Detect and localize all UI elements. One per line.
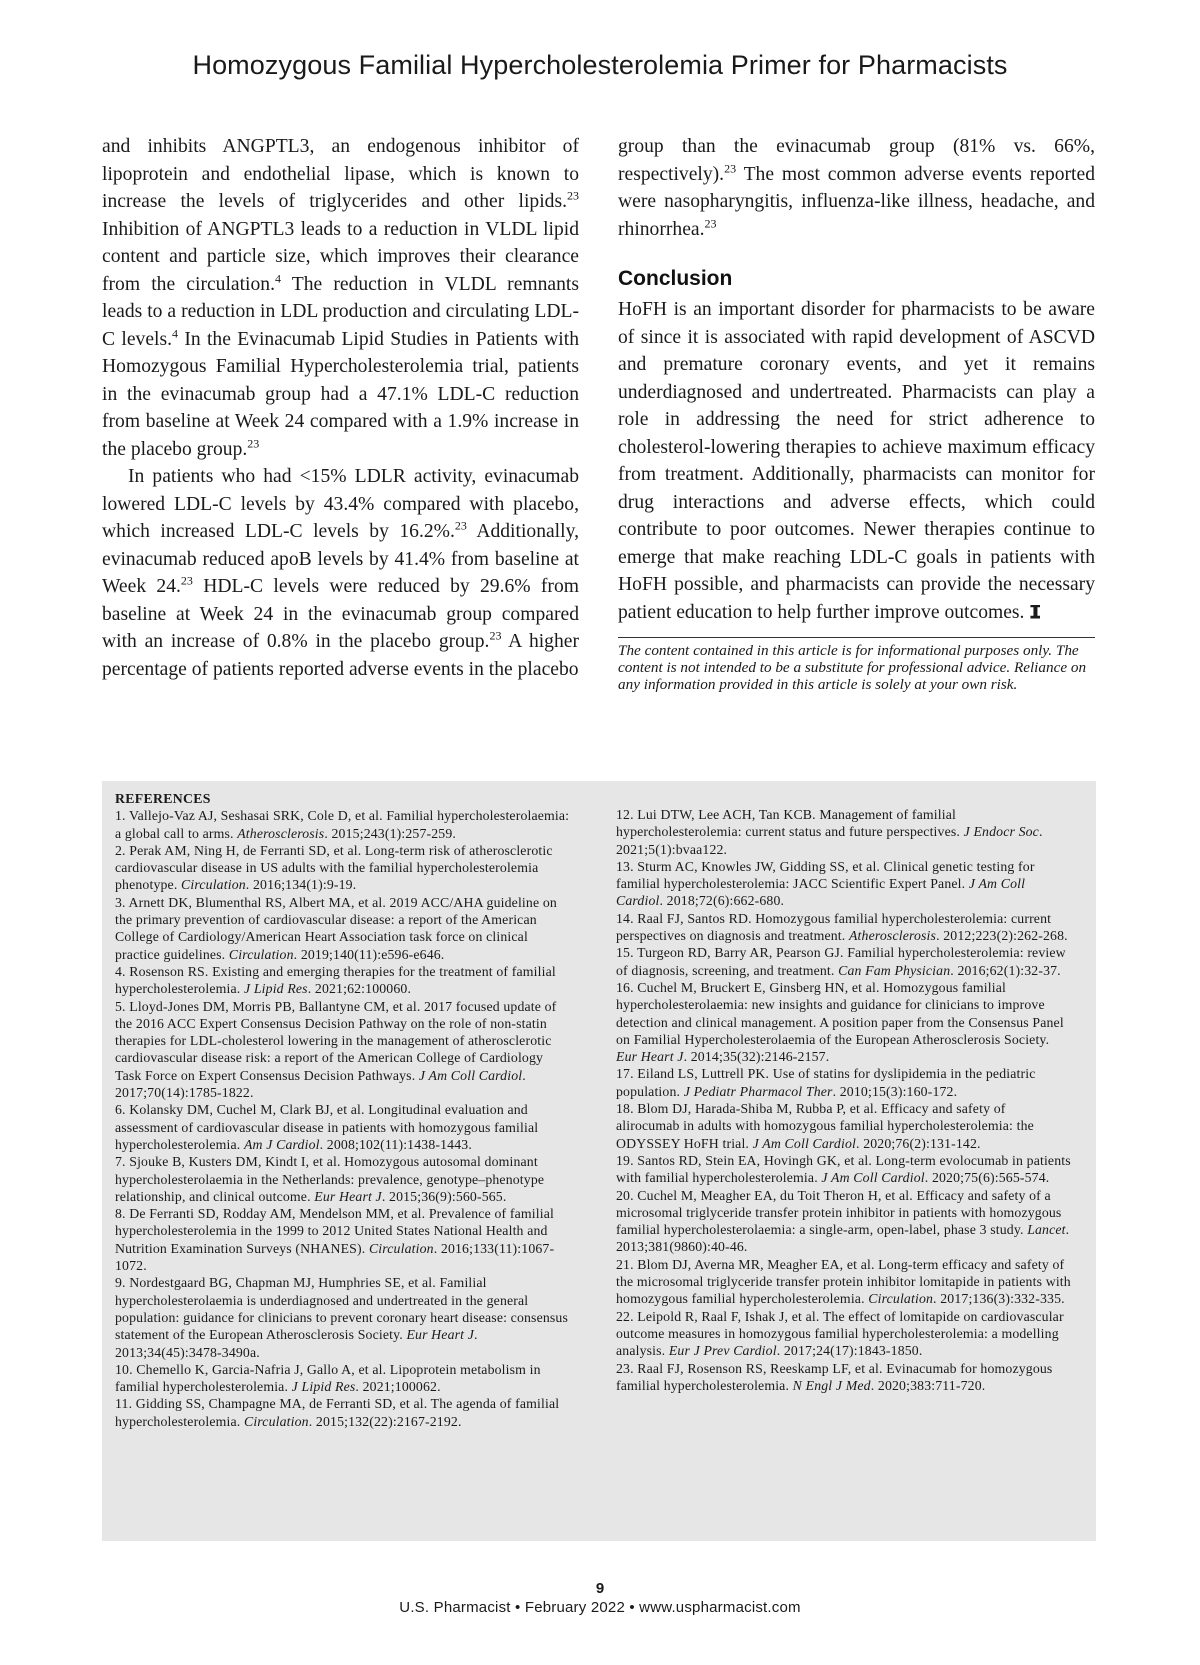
page-number: 9 bbox=[595, 1580, 605, 1597]
conclusion-heading: Conclusion bbox=[618, 267, 733, 290]
reference-item: 1. Vallejo-Vaz AJ, Seshasai SRK, Cole D, et al. Familial hypercholesterolaemia: a global call to arms. Atherosclerosis. 2015;243(1):257-259. bbox=[115, 808, 570, 841]
reference-item: 21. Blom DJ, Averna MR, Meagher EA, et al. Long-term efficacy and safety of the microsomal triglyceride transfer protein inhibitor lomitapide in patients with homozygous familial hypercholesterolemia. Circulation. 2017;136(3):332-335. bbox=[616, 1256, 1071, 1307]
journal-title: Can Fam Physician bbox=[838, 962, 951, 978]
references-box bbox=[102, 781, 1096, 1541]
citation-superscript: 23 bbox=[489, 628, 502, 643]
reference-item: 8. De Ferranti SD, Rodday AM, Mendelson MM, et al. Prevalence of familial hypercholesterolemia in the 1999 to 2012 United States National Health and Nutrition Examination Surveys (NHANES). Circulation. 2016;133(11):1067-1072. bbox=[115, 1206, 555, 1274]
journal-title: Am J Cardiol bbox=[243, 1136, 320, 1152]
reference-item: 18. Blom DJ, Harada-Shiba M, Rubba P, et al. Efficacy and safety of alirocumab in adults with homozygous familial hypercholesterolemia: the ODYSSEY HoFH trial. J Am Coll Cardiol. 2020;76(2):131-142. bbox=[616, 1101, 1034, 1151]
journal-title: J Am Coll Cardiol bbox=[821, 1170, 925, 1186]
reference-item: 3. Arnett DK, Blumenthal RS, Albert MA, et al. 2019 ACC/AHA guideline on the primary prevention of cardiovascular disease: a report of the American College of Cardiology/American Heart Association task force on clinical practice guidelines. Circulation. 2019;140(11):e596-e646. bbox=[115, 894, 557, 962]
reference-item: 19. Santos RD, Stein EA, Hovingh GK, et al. Long-term evolocumab in patients with familial hypercholesterolemia. J Am Coll Cardiol. 2020;75(6):565-574. bbox=[616, 1152, 1071, 1186]
reference-item: 4. Rosenson RS. Existing and emerging therapies for the treatment of familial hypercholesterolemia. J Lipid Res. 2021;62:100060. bbox=[115, 963, 556, 997]
journal-title: J Endocr Soc bbox=[963, 824, 1039, 840]
citation-superscript: 4 bbox=[274, 270, 281, 285]
right-column bbox=[618, 133, 1095, 693]
publication-footer: U.S. Pharmacist • February 2022 • www.uspharmacist.com bbox=[399, 1599, 801, 1616]
citation-superscript: 23 bbox=[724, 160, 737, 175]
references-column-left bbox=[115, 790, 570, 1430]
journal-title: Circulation bbox=[368, 1240, 434, 1256]
references-heading: REFERENCES bbox=[115, 791, 211, 806]
reference-item: 12. Lui DTW, Lee ACH, Tan KCB. Management of familial hypercholesterolemia: current status and future perspectives. J Endocr Soc. 2021;5(1):bvaa122. bbox=[616, 807, 1043, 857]
reference-item: 10. Chemello K, Garcia-Nafria J, Gallo A, et al. Lipoprotein metabolism in familial hypercholesterolemia. J Lipid Res. 2021;100062. bbox=[115, 1361, 541, 1395]
journal-title: J Am Coll Cardiol bbox=[752, 1135, 856, 1151]
reference-item: 5. Lloyd-Jones DM, Morris PB, Ballantyne CM, et al. 2017 focused update of the 2016 ACC Expert Consensus Decision Pathway on the role of non-statin therapies for LDL-cholesterol lowering in the management of atherosclerotic cardiovascular disease risk: a report of the American College of Cardiology Task Force on Expert Consensus Decision Pathways. J Am Coll Cardiol. 2017;70(14):1785-1822. bbox=[115, 998, 557, 1101]
citation-superscript: 23 bbox=[247, 435, 260, 450]
journal-title: Eur J Prev Cardiol bbox=[668, 1343, 777, 1359]
journal-title: Circulation bbox=[181, 877, 246, 893]
reference-item: 15. Turgeon RD, Barry AR, Pearson GJ. Familial hypercholesterolemia: review of diagnosis, screening, and treatment. Can Fam Physician. 2016;62(1):32-37. bbox=[616, 945, 1066, 978]
end-of-article-icon bbox=[1030, 605, 1040, 619]
reference-item: 9. Nordestgaard BG, Chapman MJ, Humphries SE, et al. Familial hypercholesterolaemia is underdiagnosed and undertreated in the general population: guidance for clinicians to prevent coronary heart disease: consensus statement of the European Atherosclerosis Society. Eur Heart J. 2013;34(45):3478-3490a. bbox=[115, 1275, 568, 1360]
journal-title: J Am Coll Cardiol bbox=[418, 1067, 523, 1083]
journal-title: J Lipid Res bbox=[243, 981, 308, 997]
references-column-right bbox=[616, 806, 1071, 1394]
conclusion-paragraph: HoFH is an important disorder for pharmacists to be aware of since it is associated with rapid development of ASCVD and premature coronary events, and yet it remains underdiagnosed and undertreated. Pharmacists can play a role in addressing the need for strict adherence to cholesterol-lowering therapies to achieve maximum efficacy from treatment. Additionally, pharmacists can monitor for drug interactions and adverse effects, which could contribute to poor outcomes. Newer therapies continue to emerge that make reaching LDL-C goals in patients with HoFH possible, and pharmacists can provide the necessary patient education to help further improve outcomes. bbox=[618, 299, 1095, 623]
reference-item: 17. Eiland LS, Luttrell PK. Use of statins for dyslipidemia in the pediatric population. J Pediatr Pharmacol Ther. 2010;15(3):160-172. bbox=[616, 1066, 1036, 1099]
journal-title: Eur Heart J bbox=[406, 1327, 474, 1343]
citation-superscript: 23 bbox=[454, 518, 467, 533]
journal-title: J Pediatr Pharmacol Ther bbox=[683, 1083, 833, 1099]
citation-superscript: 23 bbox=[567, 188, 579, 203]
reference-item: 16. Cuchel M, Bruckert E, Ginsberg HN, et al. Homozygous familial hypercholesterolaemia: new insights and guidance for clinicians to improve detection and clinical management. A position paper from the Consensus Panel on Familial Hypercholesterolaemia of the European Atherosclerosis Society. Eur Heart J. 2014;35(32):2146-2157. bbox=[616, 979, 1064, 1065]
journal-title: Eur Heart J bbox=[314, 1188, 382, 1204]
running-head: Homozygous Familial Hypercholesterolemia Primer for Pharmacists bbox=[192, 50, 1008, 80]
citation-superscript: 23 bbox=[704, 215, 717, 230]
reference-item: 6. Kolansky DM, Cuchel M, Clark BJ, et al. Longitudinal evaluation and assessment of cardiovascular disease in patients with homozygous familial hypercholesterolemia. Am J Cardiol. 2008;102(11):1438-1443. bbox=[115, 1102, 539, 1152]
body-paragraph: In patients who had <15% LDLR activity, evinacumab lowered LDL-C levels by 43.4% compared with placebo, which increased LDL-C levels by 16.2%.$^{23}$ Additionally, evinacumab reduced apoB levels by 41.4% from baseline at Week 24.23 HDL-C levels were reduced by 29.6% from baseline at Week 24 in the evinacumab group compared with an increase of 0.8% in the placebo group.$^{23}$ A higher percentage of patients reported adverse events in the placebo bbox=[102, 466, 579, 680]
citation-superscript: 4 bbox=[172, 325, 178, 340]
reference-item: 13. Sturm AC, Knowles JW, Gidding SS, et al. Clinical genetic testing for familial hypercholesterolemia: JACC Scientific Expert Panel. J Am Coll Cardiol. 2018;72(6):662-680. bbox=[616, 858, 1035, 909]
journal-title: Atherosclerosis bbox=[848, 928, 937, 944]
body-paragraph: and inhibits ANGPTL3, an endogenous inhibitor of lipoprotein and endothelial lipase, which is known to increase the levels of triglycerides and other lipids.$^{23}$ Inhibition of ANGPTL3 leads to a reduction in VLDL lipid content and particle size, which improves their clearance from the circulation.$^4$ The reduction in VLDL remnants leads to a reduction in LDL production and circulating LDL-C levels.$^4$ In the Evinacumab Lipid Studies in Patients with Homozygous Familial Hypercholesterolemia trial, patients in the evinacumab group had a 47.1% LDL-C reduction from baseline at Week 24 compared with a 1.9% increase in the placebo group.$^{23}$ bbox=[102, 136, 579, 460]
reference-item: 23. Raal FJ, Rosenson RS, Reeskamp LF, et al. Evinacumab for homozygous familial hypercholesterolemia. N Engl J Med. 2020;383:711-720. bbox=[616, 1360, 1053, 1393]
journal-title: J Am Coll Cardiol bbox=[616, 876, 1026, 909]
reference-item: 11. Gidding SS, Champagne MA, de Ferranti SD, et al. The agenda of familial hypercholesterolemia. Circulation. 2015;132(22):2167-2192. bbox=[115, 1396, 560, 1429]
reference-item: 22. Leipold R, Raal F, Ishak J, et al. The effect of lomitapide on cardiovascular outcome measures in homozygous familial hypercholesterolemia: a modelling analysis. Eur J Prev Cardiol. 2017;24(17):1843-1850. bbox=[616, 1308, 1064, 1359]
journal-title: J Lipid Res bbox=[291, 1379, 356, 1395]
disclaimer: The content contained in this article is for informational purposes only. The content is not intended to be a substitute for professional advice. Reliance on any information provided in this article is solely at your own risk. bbox=[618, 637, 1095, 693]
reference-item: 14. Raal FJ, Santos RD. Homozygous familial hypercholesterolemia: current perspectives on diagnosis and treatment. Atherosclerosis. 2012;223(2):262-268. bbox=[616, 910, 1068, 944]
journal-title: Circulation bbox=[868, 1291, 934, 1307]
journal-title: Circulation bbox=[243, 1413, 309, 1429]
journal-title: Lancet bbox=[1027, 1222, 1066, 1238]
left-column bbox=[102, 133, 579, 683]
body-paragraph: group than the evinacumab group (81% vs. 66%, respectively).$^{23}$ The most common adverse events reported were nasopharyngitis, influenza-like illness, headache, and rhinorrhea.$^{23}$ bbox=[618, 136, 1095, 240]
citation-superscript: 23 bbox=[180, 573, 193, 588]
journal-title: Circulation bbox=[228, 946, 294, 962]
journal-title: Eur Heart J bbox=[616, 1049, 684, 1065]
journal-title: N Engl J Med bbox=[792, 1377, 871, 1393]
reference-item: 7. Sjouke B, Kusters DM, Kindt I, et al. Homozygous autosomal dominant hypercholesterolaemia in the Netherlands: prevalence, genotype–phenotype relationship, and clinical outcome. Eur Heart J. 2015;36(9):560-565. bbox=[115, 1154, 545, 1204]
reference-item: 20. Cuchel M, Meagher EA, du Toit Theron H, et al. Efficacy and safety of a microsomal triglyceride transfer protein inhibitor in patients with homozygous familial hypercholesterolaemia: a single-arm, open-label, phase 3 study. Lancet. 2013;381(9860):40-46. bbox=[616, 1187, 1070, 1255]
reference-item: 2. Perak AM, Ning H, de Ferranti SD, et al. Long-term risk of atherosclerotic cardiovascular disease in US adults with the familial hypercholesterolemia phenotype. Circulation. 2016;134(1):9-19. bbox=[115, 842, 553, 893]
journal-title: Atherosclerosis bbox=[237, 825, 325, 841]
